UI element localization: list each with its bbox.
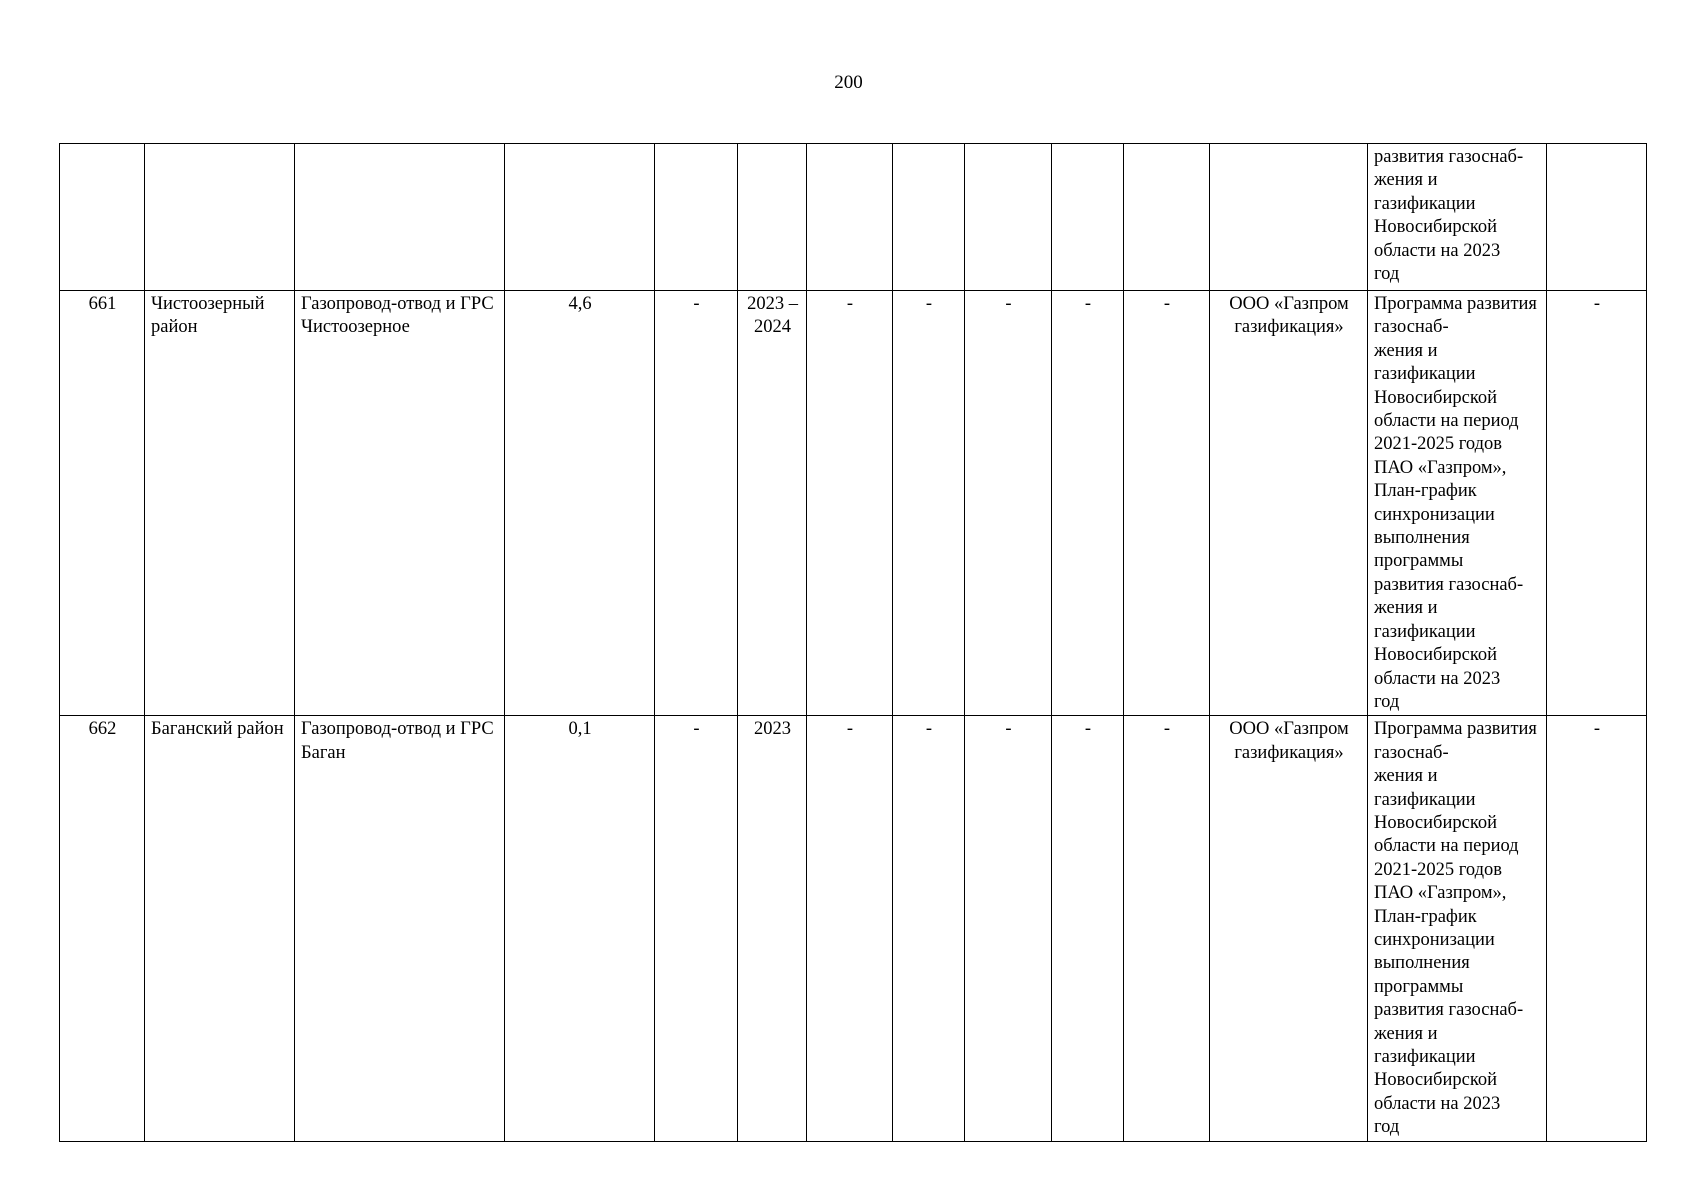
cell-col7: - [807,291,893,716]
cell-operator [1210,144,1368,291]
cell-col5: - [655,716,738,1141]
cell-col7 [807,144,893,291]
cell-period [738,144,807,291]
cell-col5: - [655,291,738,716]
cell-district: Баганский район [145,716,295,1141]
cell-operator: ООО «Газпром газификация» [1210,291,1368,716]
cell-period: 2023 – 2024 [738,291,807,716]
objects-table [59,143,1647,1142]
cell-object [295,144,505,291]
table-row [60,716,1647,1141]
cell-col8: - [893,291,965,716]
cell-period: 2023 [738,716,807,1141]
cell-program: Программа развития газоснаб- жения и газификации Новосибирской области на период 2021-2025 годов ПАО «Газпром», План-график синхронизации выполнения программы развития газоснаб- жения и газификации Новосибирской области на 2023 год [1368,291,1547,716]
cell-district: Чистоозерный район [145,291,295,716]
cell-length [505,144,655,291]
cell-object: Газопровод-отвод и ГРС Чистоозерное [295,291,505,716]
cell-district [145,144,295,291]
cell-col7: - [807,716,893,1141]
table-row [60,291,1647,716]
cell-col11: - [1124,716,1210,1141]
cell-col10 [1052,144,1124,291]
cell-index: 661 [60,291,145,716]
cell-col8: - [893,716,965,1141]
table-row-continuation [60,144,1647,291]
cell-length: 0,1 [505,716,655,1141]
cell-col14: - [1547,716,1647,1141]
cell-program: развития газоснаб- жения и газификации Новосибирской области на 2023 год [1368,144,1547,291]
page-number: 200 [834,72,863,93]
cell-col10: - [1052,291,1124,716]
cell-index: 662 [60,716,145,1141]
cell-program: Программа развития газоснаб- жения и газификации Новосибирской области на период 2021-2025 годов ПАО «Газпром», План-график синхронизации выполнения программы развития газоснаб- жения и газификации Новосибирской области на 2023 год [1368,716,1547,1141]
cell-index [60,144,145,291]
cell-col11: - [1124,291,1210,716]
cell-operator: ООО «Газпром газификация» [1210,716,1368,1141]
cell-col14 [1547,144,1647,291]
cell-col10: - [1052,716,1124,1141]
cell-col9: - [965,291,1052,716]
cell-col8 [893,144,965,291]
cell-col5 [655,144,738,291]
cell-col9: - [965,716,1052,1141]
cell-length: 4,6 [505,291,655,716]
cell-col9 [965,144,1052,291]
cell-object: Газопровод-отвод и ГРС Баган [295,716,505,1141]
cell-col11 [1124,144,1210,291]
cell-col14: - [1547,291,1647,716]
